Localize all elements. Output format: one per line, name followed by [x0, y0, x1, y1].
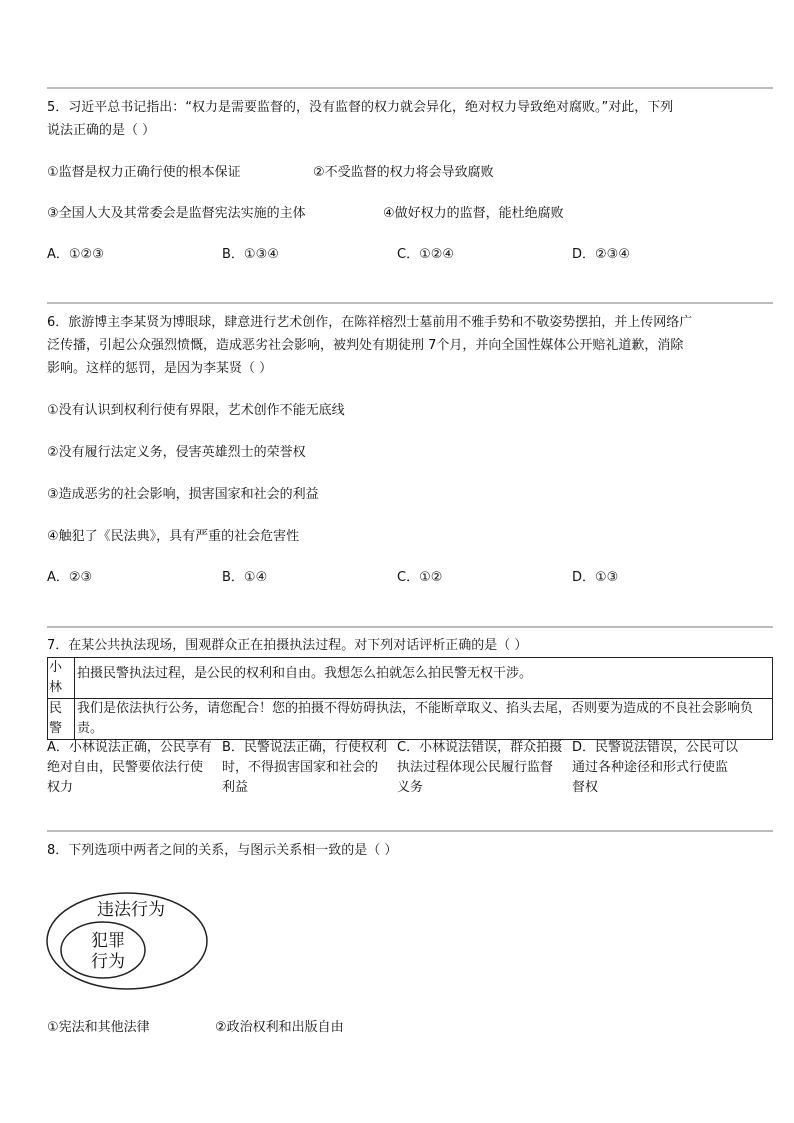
q6-stem-line3: 影响。这样的惩罚，是因为李某贤（ ）: [47, 361, 273, 376]
q5-statement-3: ③全国人大及其常委会是监督宪法实施的主体: [47, 206, 306, 221]
q7-dialog-row-police: [48, 699, 773, 740]
q7-option-b[interactable]: B．民警说法正确，行使权利时，不得损害国家和社会的利益: [222, 740, 387, 795]
q5-option-d[interactable]: D．②③④: [572, 247, 630, 262]
venn-outer-label: 违法行为: [97, 900, 165, 920]
q6-statement-4: ④触犯了《民法典》，具有严重的社会危害性: [47, 529, 300, 544]
q5-statement-4: ④做好权力的监督，能杜绝腐败: [383, 206, 564, 221]
q6-statement-1: ①没有认识到权利行使有界限，艺术创作不能无底线: [47, 403, 345, 418]
q5-stem-line2: 说法正确的是（ ）: [47, 123, 156, 138]
q5-stem-line1: 5．习近平总书记指出：“权力是需要监督的，没有监督的权力就会异化，绝对权力导致绝对腐败。”对此，下列: [47, 100, 674, 115]
q6-option-a[interactable]: A．②③: [47, 570, 93, 585]
q7-stem: 7．在某公共执法现场，围观群众正在拍摄执法过程。对下列对话评析正确的是（ ）: [47, 638, 528, 653]
q6-statement-3: ③造成恶劣的社会影响，损害国家和社会的利益: [47, 487, 319, 502]
q8-venn-diagram: [45, 890, 215, 992]
divider-q5: [47, 87, 773, 89]
q7-speaker-police: 民警: [48, 699, 75, 740]
q6-stem-line1: 6．旅游博主李某贤为博眼球，肆意进行艺术创作，在陈祥榕烈士墓前用不雅手势和不敬姿势摆拍，并上传网络广: [47, 315, 693, 330]
divider-q6: [47, 302, 773, 304]
q8-stem: 8．下列选项中两者之间的关系，与图示关系相一致的是（ ）: [47, 843, 398, 858]
q7-speaker-xiaolin: 小林: [48, 658, 75, 699]
q7-speech-police: 我们是依法执行公务，请您配合！您的拍摄不得妨碍执法，不能断章取义、掐头去尾，否则要为造成的不良社会影响负责。: [75, 699, 773, 740]
q5-option-b[interactable]: B．①③④: [222, 247, 279, 262]
q5-statement-1: ①监督是权力正确行使的根本保证: [47, 165, 241, 180]
q8-statement-1: ①宪法和其他法律: [47, 1020, 150, 1035]
q7-dialog-row-xiaolin: [48, 658, 773, 699]
q6-statement-2: ②没有履行法定义务，侵害英雄烈士的荣誉权: [47, 445, 306, 460]
divider-q8: [47, 830, 773, 832]
q5-option-c[interactable]: C．①②④: [397, 247, 455, 262]
q6-option-c[interactable]: C．①②: [397, 570, 443, 585]
venn-inner-label-line1: 犯罪: [91, 931, 125, 951]
q6-option-b[interactable]: B．①④: [222, 570, 268, 585]
divider-q7: [47, 626, 773, 628]
venn-inner-label-line2: 行为: [91, 952, 125, 972]
q6-stem-line2: 泛传播，引起公众强烈愤慨，造成恶劣社会影响，被判处有期徒刑 7个月，并向全国性媒体公开赔礼道歉，消除: [47, 338, 684, 353]
q6-option-d[interactable]: D．①③: [572, 570, 619, 585]
q7-option-a[interactable]: A．小林说法正确，公民享有绝对自由，民警要依法行使权力: [47, 740, 212, 795]
q7-option-c[interactable]: C．小林说法错误，群众拍摄执法过程体现公民履行监督义务: [397, 740, 563, 795]
q8-statement-2: ②政治权利和出版自由: [215, 1020, 344, 1035]
q5-statement-2: ②不受监督的权力将会导致腐败: [313, 165, 494, 180]
q7-option-d[interactable]: D．民警说法错误，公民可以通过各种途径和形式行使监督权: [572, 740, 739, 795]
q7-dialog-table: [47, 657, 773, 740]
q5-option-a[interactable]: A．①②③: [47, 247, 104, 262]
q7-speech-xiaolin: 拍摄民警执法过程，是公民的权利和自由。我想怎么拍就怎么拍民警无权干涉。: [75, 658, 773, 699]
